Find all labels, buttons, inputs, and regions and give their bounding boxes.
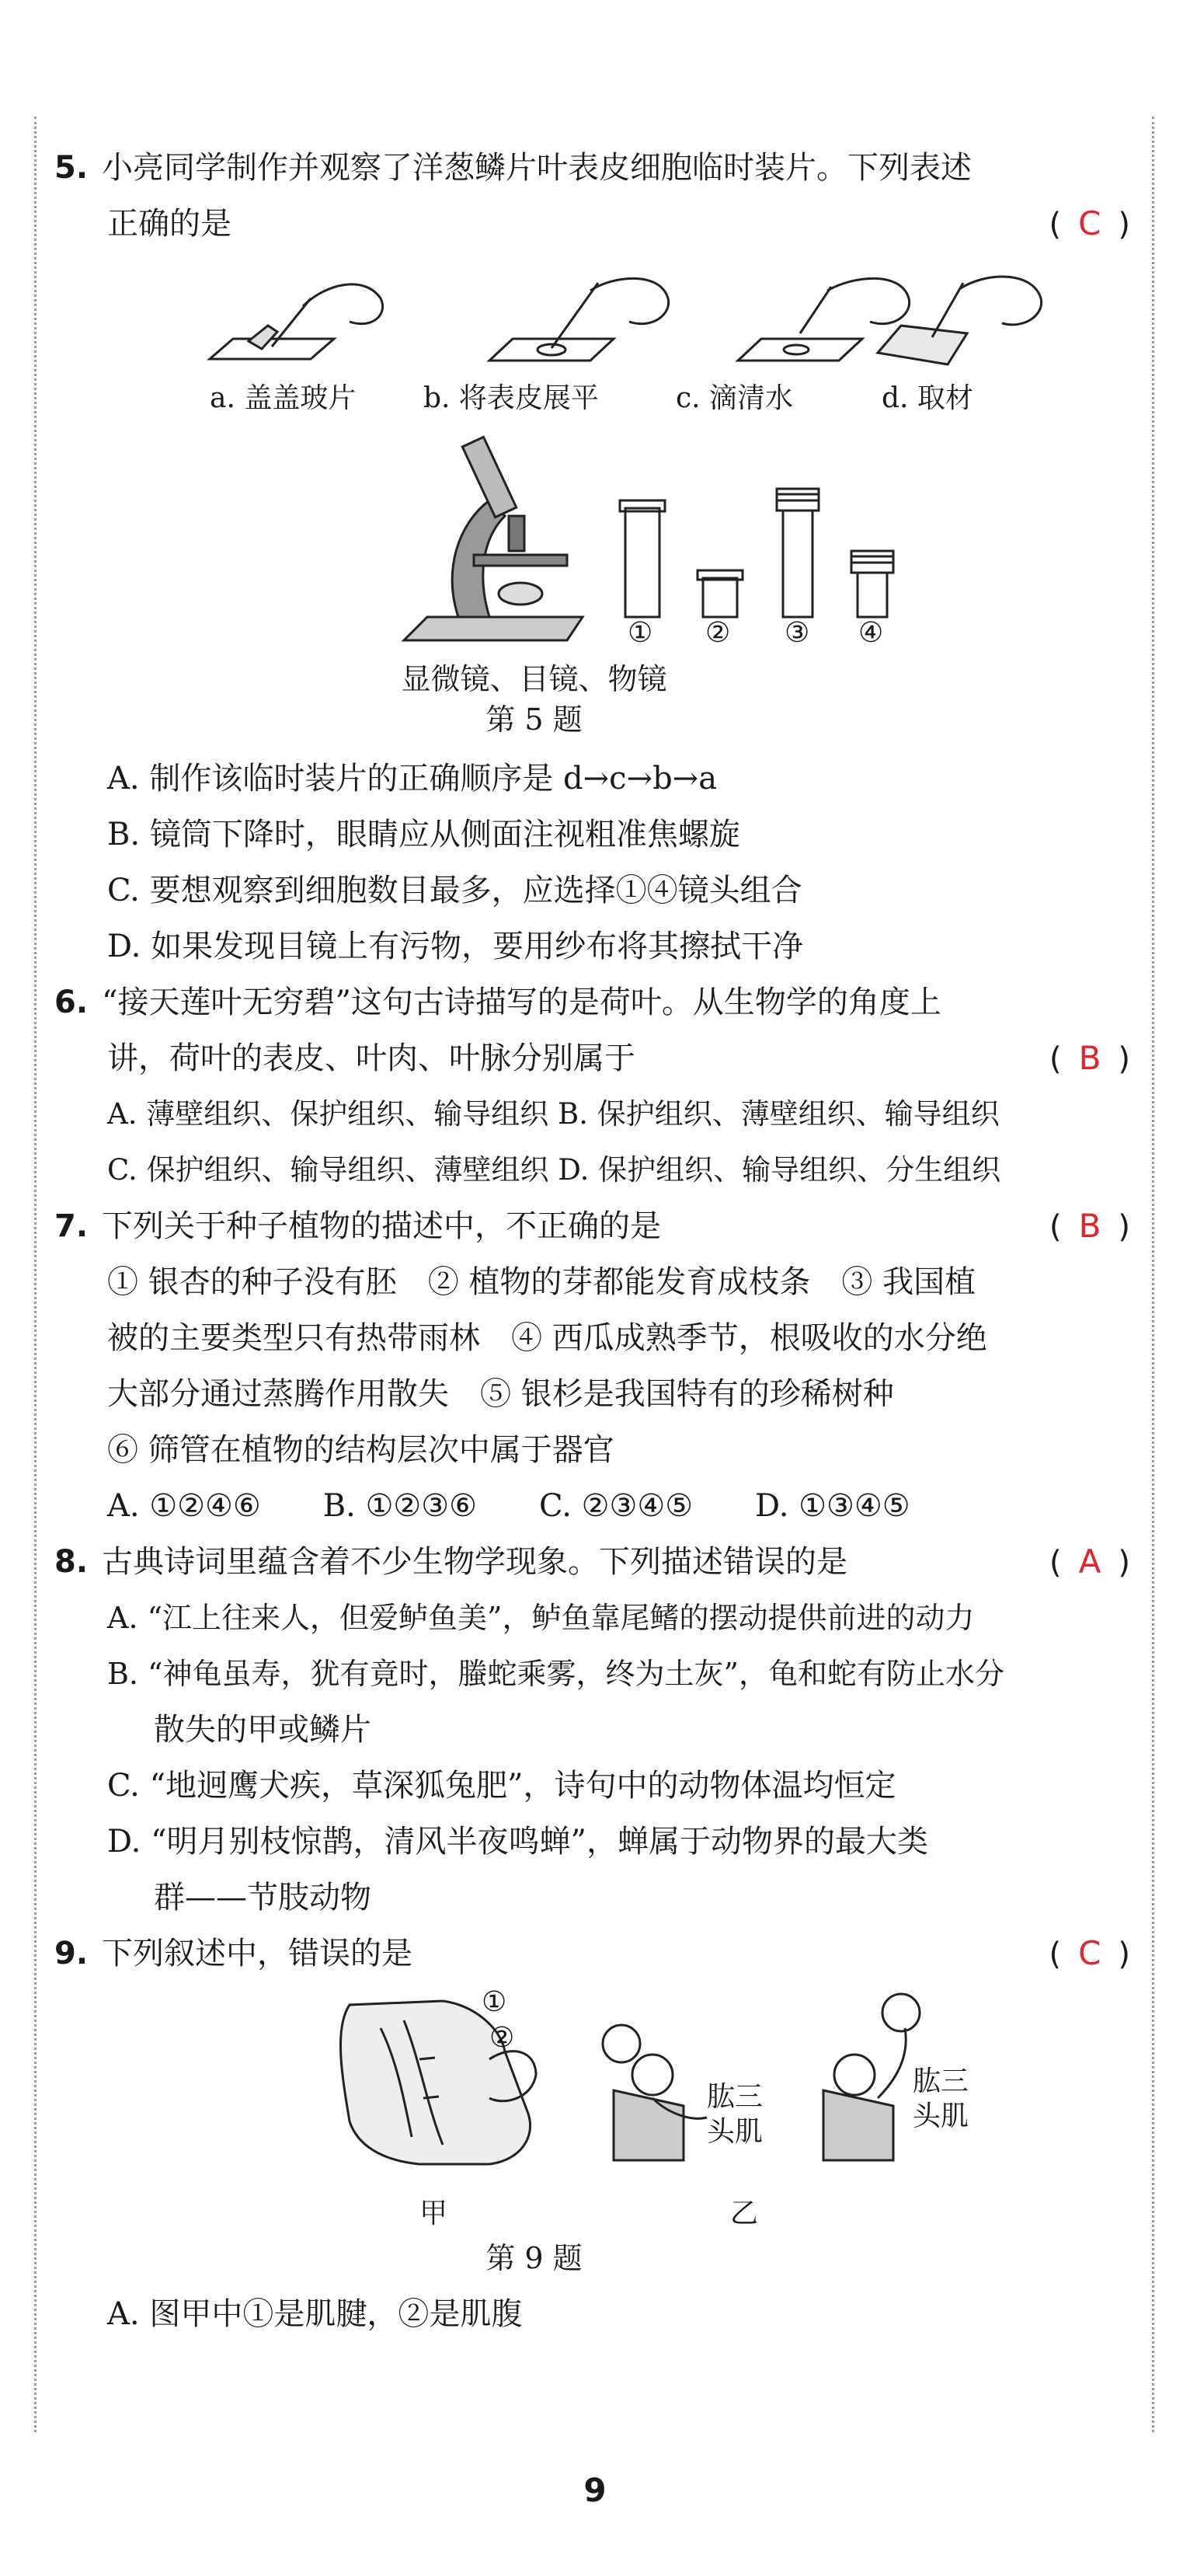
q9-figure xyxy=(54,1982,1130,2191)
q8-option-c: C. “地迥鹰犬疾，草深狐兔肥”，诗句中的动物体温均恒定 xyxy=(107,1768,896,1804)
person-throwing-ball-1-icon xyxy=(603,2025,707,2160)
step-d-drawing xyxy=(878,277,1042,364)
q5-figure-title: 第 5 题 xyxy=(485,702,583,737)
step-b-drawing xyxy=(489,278,669,361)
step-c-label: c. 滴清水 xyxy=(676,382,794,414)
lens-2-icon xyxy=(698,570,743,617)
step-d-label: d. 取材 xyxy=(882,382,973,414)
q5-answer-letter: C xyxy=(1078,204,1101,242)
q8-option-b-line2: 散失的甲或鳞片 xyxy=(154,1712,371,1748)
q5-number: 5. xyxy=(54,150,89,186)
q5-steps-illustration xyxy=(54,267,1130,384)
page-border-left xyxy=(34,117,37,2432)
q9-stem-text: 下列叙述中，错误的是 xyxy=(102,1936,413,1971)
page-border-right xyxy=(1152,117,1154,2432)
person-throwing-ball-2-icon xyxy=(823,1994,920,2160)
q9-label-yi: 乙 xyxy=(730,2198,759,2229)
q7-statement-line4: ⑥ 筛管在植物的结构层次中属于器官 xyxy=(107,1432,614,1468)
lens-1-label: ① xyxy=(628,617,653,649)
step-a-drawing xyxy=(210,284,383,359)
q5-stem-text2: 正确的是 xyxy=(107,206,231,242)
q7-statement-line2: 被的主要类型只有热带雨林 ④ 西瓜成熟季节，根吸收的水分绝 xyxy=(107,1320,987,1356)
q8-stem-line xyxy=(54,1534,1130,1590)
q7-answer-letter: B xyxy=(1078,1207,1101,1245)
q6-stem-line2 xyxy=(54,1030,1130,1086)
lens-3-icon xyxy=(777,489,819,617)
q7-number: 7. xyxy=(54,1208,89,1244)
q5-option-d: D. 如果发现目镜上有污物，要用纱布将其擦拭干净 xyxy=(107,929,804,964)
step-b-label: b. 将表皮展平 xyxy=(423,382,599,414)
q8-option-b-line1: B. “神龟虽寿，犹有竟时，螣蛇乘雾，终为土灰”，龟和蛇有防止水分 xyxy=(107,1657,1004,1691)
arm-muscle-illustration xyxy=(54,1982,1130,2191)
lens-4-icon xyxy=(851,551,893,617)
q9-number: 9. xyxy=(54,1936,89,1971)
q6-answer: ( B ) xyxy=(1049,1039,1130,1077)
q9-mark-1: ① xyxy=(482,1986,507,2018)
q9-answer-letter: C xyxy=(1078,1934,1101,1972)
q5-steps-figure xyxy=(54,252,1130,423)
q8-option-a: A. “江上往来人，但爱鲈鱼美”，鲈鱼靠尾鳍的摆动提供前进的动力 xyxy=(107,1601,975,1635)
q9-stem-line xyxy=(54,1926,1130,1982)
q9-muscle-label2-line2: 头肌 xyxy=(913,2100,969,2132)
q5-stem-line1 xyxy=(54,140,1130,196)
q5-figure-caption: 显微镜、目镜、物镜 xyxy=(401,662,667,696)
q9-figure-title: 第 9 题 xyxy=(485,2241,583,2275)
lens-1-icon xyxy=(620,500,665,617)
q6-stem-line1 xyxy=(54,974,1130,1030)
q9-option-a: A. 图甲中①是肌腱，②是肌腹 xyxy=(107,2296,523,2332)
q5-answer: ( C ) xyxy=(1049,204,1130,242)
q7-stem-text: 下列关于种子植物的描述中，不正确的是 xyxy=(102,1208,662,1244)
lens-2-label: ② xyxy=(705,617,731,649)
q7-statement-line3: 大部分通过蒸腾作用散失 ⑤ 银杉是我国特有的珍稀树种 xyxy=(107,1376,894,1412)
q9-muscle-label1-line1: 肱三 xyxy=(707,2081,764,2113)
q6-stem-text1: “接天莲叶无穷碧”这句古诗描写的是荷叶。从生物学的角度上 xyxy=(102,985,941,1020)
q6-number: 6. xyxy=(54,985,89,1020)
q9-figure-labels xyxy=(54,2191,1130,2238)
q9-muscle-label2-line1: 肱三 xyxy=(913,2065,969,2097)
q7-answer: ( B ) xyxy=(1049,1207,1130,1245)
q8-option-d-line2: 群——节肢动物 xyxy=(154,1880,371,1915)
q7-stem-line xyxy=(54,1198,1130,1254)
q6-stem-text2: 讲，荷叶的表皮、叶肉、叶脉分别属于 xyxy=(107,1041,635,1076)
q7-statement-line1: ① 银杏的种子没有胚 ② 植物的芽都能发育成枝条 ③ 我国植 xyxy=(107,1264,976,1300)
lens-4-label: ④ xyxy=(858,617,884,649)
q8-answer: ( A ) xyxy=(1049,1542,1130,1581)
q5-option-b: B. 镜筒下降时，眼睛应从侧面注视粗准焦螺旋 xyxy=(107,817,740,852)
microscope-and-lenses-illustration xyxy=(54,423,1130,656)
q8-stem-text: 古典诗词里蕴含着不少生物学现象。下列描述错误的是 xyxy=(102,1544,848,1580)
q9-mark-2: ② xyxy=(489,2022,515,2054)
step-a-label: a. 盖盖玻片 xyxy=(210,382,357,414)
microscope-icon xyxy=(404,437,583,640)
q8-number: 8. xyxy=(54,1544,89,1580)
q5-option-a: A. 制作该临时装片的正确顺序是 d→c→b→a xyxy=(107,761,718,797)
q5-option-c: C. 要想观察到细胞数目最多，应选择①④镜头组合 xyxy=(107,873,802,908)
q5-stem-text1: 小亮同学制作并观察了洋葱鳞片叶表皮细胞临时装片。下列表述 xyxy=(102,150,973,186)
q9-muscle-label1-line2: 头肌 xyxy=(707,2116,764,2148)
q7-options: A. ①②④⑥ B. ①②③⑥ C. ②③④⑤ D. ①③④⑤ xyxy=(107,1488,910,1524)
page-number: 9 xyxy=(583,2471,607,2509)
page-content xyxy=(54,140,1130,2342)
q6-options-cd: C. 保护组织、输导组织、薄壁组织 D. 保护组织、输导组织、分生组织 xyxy=(107,1153,1001,1187)
q8-answer-letter: A xyxy=(1078,1542,1101,1581)
q9-answer: ( C ) xyxy=(1049,1934,1130,1972)
q5-microscope-figure xyxy=(54,423,1130,656)
q6-options-ab: A. 薄壁组织、保护组织、输导组织 B. 保护组织、薄壁组织、输导组织 xyxy=(107,1097,1000,1131)
q6-answer-letter: B xyxy=(1078,1039,1101,1077)
q5-stem-line2 xyxy=(54,196,1130,252)
q8-option-d-line1: D. “明月别枝惊鹊，清风半夜鸣蝉”，蝉属于动物界的最大类 xyxy=(107,1824,928,1860)
lens-3-label: ③ xyxy=(785,617,810,649)
q9-label-jia: 甲 xyxy=(419,2198,448,2229)
